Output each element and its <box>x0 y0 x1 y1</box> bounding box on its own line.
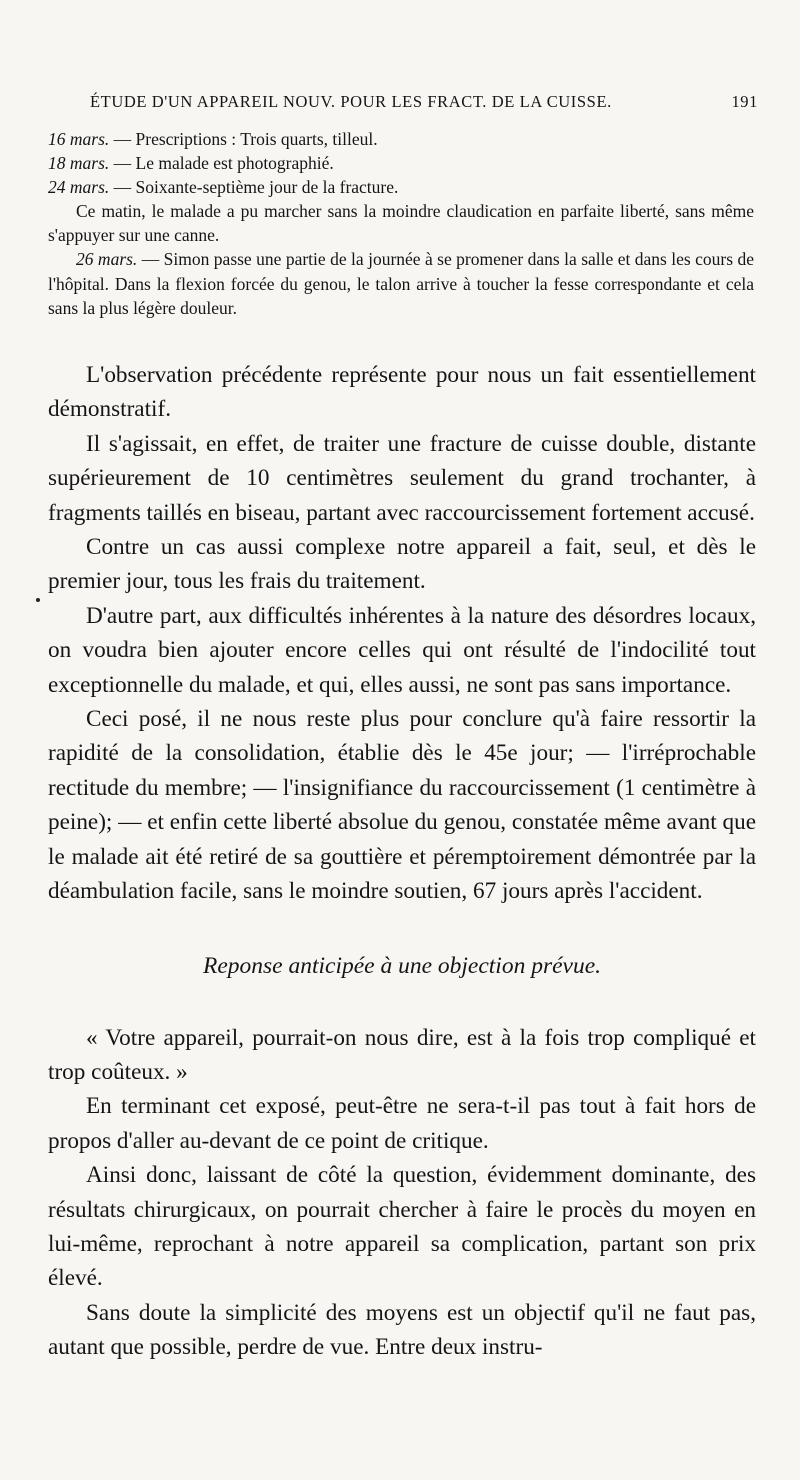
paragraph: Ainsi donc, laissant de côté la question, évidemment dominante, des résultats chirurgicaux, on pourrait chercher à faire le procès du moyen en lui-même, reprochant à notre appareil sa complication, partant son prix élevé. <box>48 1162 756 1292</box>
note-ce-matin <box>48 199 754 247</box>
note-text: — Soixante-septième jour de la fracture. <box>109 177 399 198</box>
note-26-mars <box>48 247 754 319</box>
note-18-mars <box>48 151 754 175</box>
paragraph: En terminant cet exposé, peut-être ne sera-t-il pas tout à fait hors de propos d'aller au-devant de ce point de critique. <box>48 1093 756 1154</box>
note-text: — Prescriptions : Trois quarts, tilleul. <box>109 129 378 149</box>
paragraph: L'observation précédente représente pour nous un fait essentiellement démonstratif. <box>48 362 756 423</box>
paragraph: Ceci posé, il ne nous reste plus pour conclure qu'à faire ressortir la rapidité de la consolidation, établie dès le 45e jour; — l'irréprochable rectitude du membre; — l'insignifiance du raccourcissement (1 centimètre à peine); — et enfin cette liberté absolue du genou, constatée même avant que le malade ait été retiré de sa gouttière et péremptoirement démontrée par la déambulation facile, sans le moindre soutien, 67 jours après l'accident. <box>48 706 756 905</box>
note-text: Ce matin, le malade a pu marcher sans la moindre claudication en parfaite liberté, sans même s'appuyer sur une canne. <box>48 201 754 246</box>
note-16-mars <box>48 127 754 151</box>
running-header <box>78 92 758 114</box>
paragraph: Contre un cas aussi complexe notre appareil a fait, seul, et dès le premier jour, tous les frais du traitement. <box>48 534 756 595</box>
note-date: 24 mars. <box>48 177 110 198</box>
note-text: — Simon passe une partie de la journée à se promener dans la salle et dans les cours de l'hôpital. Dans la flexion forcée du genou, le talon arrive à toucher la fesse correspondante et cela sans la plus légère douleur. <box>48 249 754 318</box>
section-heading: Reponse anticipée à une objection prévue. <box>202 952 602 979</box>
paragraph: D'autre part, aux difficultés inhérentes à la nature des désordres locaux, on voudra bien ajouter encore celles qui ont résulté de l'indocilité tout exceptionnelle du malade, et qui, elles aussi, ne sont pas sans importance. <box>48 602 756 698</box>
note-date: 26 mars. <box>76 249 138 270</box>
margin-mark <box>36 598 40 602</box>
note-24-mars <box>48 175 754 199</box>
note-text: — Le malade est photographié. <box>109 153 334 174</box>
main-text <box>48 358 756 1365</box>
paragraph: Il s'agissait, en effet, de traiter une fracture de cuisse double, distante supérieurement de 10 centimètres seulement du grand trochanter, à fragments taillés en biseau, partant avec raccourcissement fortement accusé. <box>48 430 756 526</box>
paragraph: « Votre appareil, pourrait-on nous dire, est à la fois trop compliqué et trop coûteux. » <box>48 1024 756 1085</box>
page-number: 191 <box>731 92 758 111</box>
paragraph: Sans doute la simplicité des moyens est un objectif qu'il ne faut pas, autant que possible, perdre de vue. Entre deux instru- <box>48 1299 756 1361</box>
running-title: ÉTUDE D'UN APPAREIL NOUV. POUR LES FRACT. DE LA CUISSE. <box>90 92 612 111</box>
note-date: 18 mars. <box>48 153 110 174</box>
observation-notes <box>48 127 754 320</box>
note-date: 16 mars. <box>48 129 110 149</box>
